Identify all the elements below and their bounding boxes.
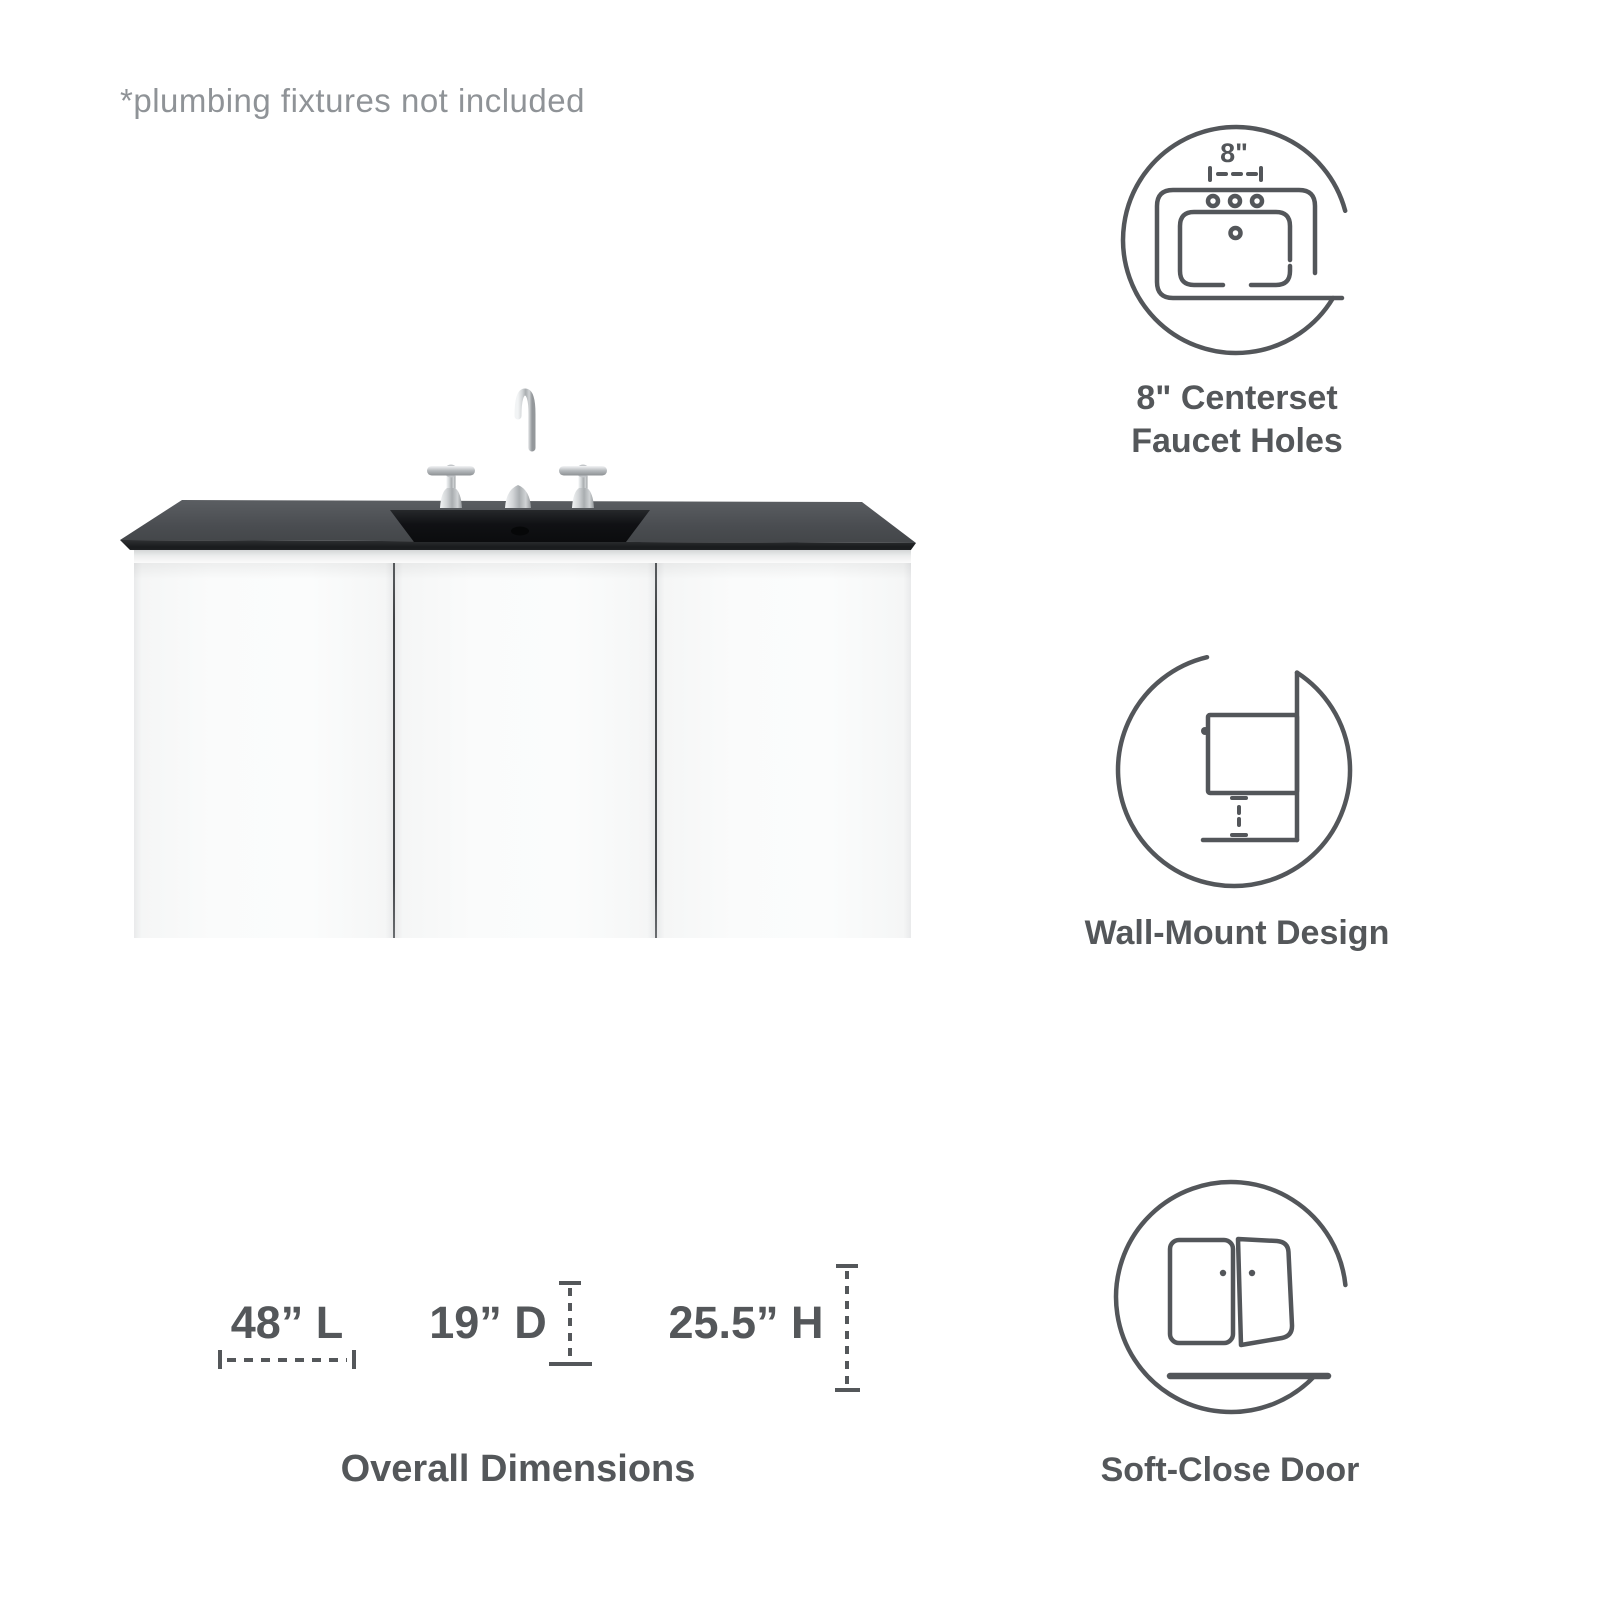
depth-marker-bottom-tick [549, 1362, 592, 1366]
height-marker-top-tick [836, 1264, 858, 1268]
dimension-length: 48” L [230, 1297, 344, 1348]
sink-faucet-holes-icon [1116, 120, 1356, 360]
feature-label-wall-mount [1057, 912, 1417, 955]
dimension-depth: 19” D [429, 1297, 547, 1348]
icon-dim-annotation: 8" [1220, 138, 1248, 168]
feature-label-line: Faucet Holes [1131, 422, 1343, 460]
soft-close-door-icon [1111, 1177, 1351, 1417]
cabinet-door-left [134, 563, 393, 938]
wall-mount-icon [1114, 650, 1354, 890]
depth-dimension-marker [568, 1288, 572, 1359]
handle-right [559, 465, 607, 509]
cabinet-doors [134, 563, 911, 938]
cabinet-door-middle [395, 563, 655, 938]
hinge-dot [1201, 727, 1209, 735]
dimension-height: 25.5” H [668, 1297, 824, 1348]
feature-label-soft-close [1050, 1449, 1410, 1492]
knob-dot [1249, 1270, 1255, 1276]
sink-basin [390, 510, 650, 542]
cabinet-door-right [657, 563, 911, 938]
feature-label-line: Soft-Close Door [1100, 1451, 1360, 1489]
length-dimension-marker [218, 1350, 356, 1369]
drain-hole [511, 527, 529, 536]
feature-label-line: Wall-Mount Design [1084, 914, 1390, 952]
height-marker-bottom-tick [835, 1388, 860, 1392]
feature-label-centerset [1087, 377, 1387, 463]
height-dimension-marker [845, 1271, 849, 1385]
handle-left [427, 465, 475, 509]
knob-dot [1220, 1270, 1226, 1276]
vanity-product-image [0, 0, 1000, 1000]
feature-label-line: 8" Centerset [1136, 379, 1338, 417]
faucet-illustration [420, 380, 620, 512]
depth-marker-top-tick [559, 1281, 581, 1285]
dimensions-caption: Overall Dimensions [340, 1448, 696, 1490]
spout-base [505, 485, 531, 508]
disclaimer-note: *plumbing fixtures not included [120, 82, 585, 119]
cabinet-recess [134, 550, 911, 563]
